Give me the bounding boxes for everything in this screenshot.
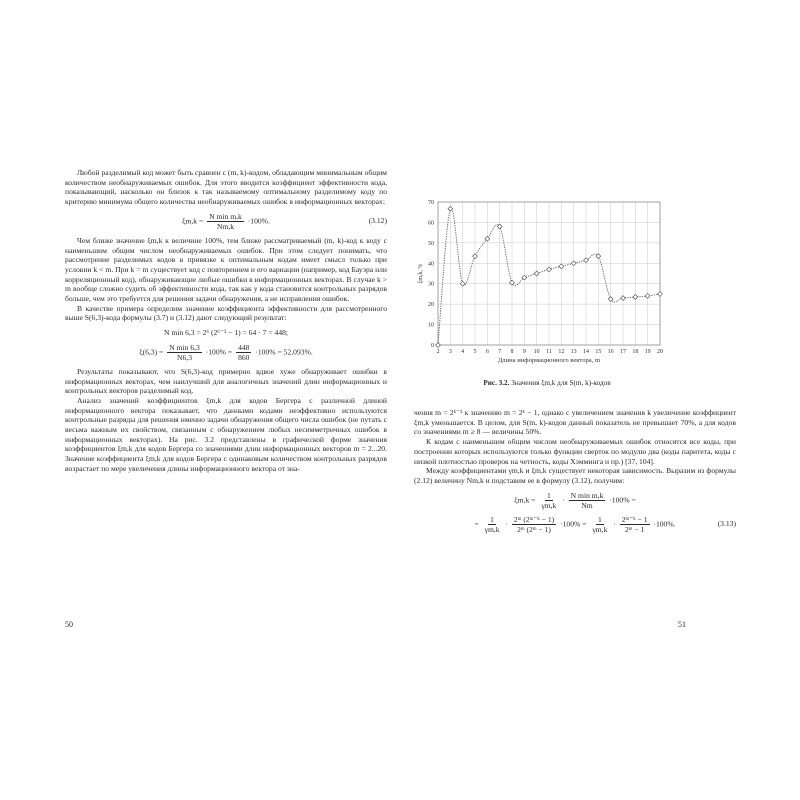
fraction-denominator: 2ᵐ − 1 bbox=[624, 524, 645, 534]
formula-tail: ·100% = bbox=[609, 494, 636, 504]
data-point-marker bbox=[645, 294, 650, 299]
formula-tail: ·100%. bbox=[653, 518, 676, 528]
fraction bbox=[512, 515, 556, 534]
data-point-marker bbox=[473, 254, 478, 259]
x-tick-label: 2 bbox=[436, 349, 440, 355]
formula-xi-6-3 bbox=[65, 343, 387, 362]
fraction-denominator: Nm,k bbox=[216, 221, 235, 231]
figure-3-2-chart bbox=[414, 192, 680, 382]
data-point-marker bbox=[436, 343, 441, 348]
fraction-numerator: 2ᵐ⁻ᵏ − 1 bbox=[621, 514, 648, 524]
fraction bbox=[620, 515, 650, 534]
x-tick-label: 13 bbox=[570, 349, 577, 355]
fraction bbox=[590, 515, 609, 534]
data-point-marker bbox=[621, 296, 626, 301]
data-point-marker bbox=[633, 295, 638, 300]
y-tick-label: 60 bbox=[428, 220, 434, 227]
data-point-marker bbox=[658, 292, 663, 297]
data-point-marker bbox=[448, 206, 453, 211]
x-tick-label: 3 bbox=[448, 349, 452, 355]
y-tick-label: 40 bbox=[428, 261, 434, 268]
x-tick-label: 15 bbox=[595, 349, 602, 355]
formula-nmin-6-3 bbox=[65, 328, 387, 338]
fraction-denominator: N6,3 bbox=[177, 352, 192, 362]
x-tick-label: 8 bbox=[510, 349, 514, 355]
fraction bbox=[167, 343, 202, 362]
caption-text: Значения ξm,k для S(m, k)-кодов bbox=[511, 379, 611, 387]
y-tick-label: 70 bbox=[428, 200, 434, 206]
fraction bbox=[236, 343, 251, 362]
formula-xi-derivation: ξm,k = $\frac{1}{\gamma m,k}$ · $\frac{\text{N min m,k}}{Nm}$ ·100% = bbox=[514, 490, 636, 510]
formula-lhs: ξm,k = bbox=[514, 494, 536, 504]
x-tick-label: 9 bbox=[522, 349, 526, 355]
paragraph: Любой разделимый код может быть сравнен с (m, k)-кодом, обладающим минимальным общим количеством необнаруживаемых ошибок. Для этого вводится коэффициент эффективности кода, показывающий, насколько он близок к так называемому оптимальному разделимому коду по критерию минимума общего количества необнаруживаемых ошибок в информационных векторах: bbox=[65, 168, 387, 207]
paragraph: К кодам с наименьшим общим числом необнаруживаемых ошибок относятся все коды, при построении которых используются только функции сверток по модулю два (коды паритета, коды с низкой плотностью проверок на четность, коды Хэмминга и пр.) [37, 104]. bbox=[414, 437, 736, 466]
right-page bbox=[414, 408, 736, 539]
fraction-denominator: γm,k bbox=[484, 524, 500, 534]
fraction-denominator: 2ᵐ (2ᵐ − 1) bbox=[517, 524, 551, 534]
fraction-denominator: 860 bbox=[238, 352, 250, 362]
y-axis-label: ξm,k, % bbox=[418, 263, 424, 284]
fraction bbox=[483, 515, 502, 534]
x-tick-label: 12 bbox=[558, 349, 565, 355]
data-point-marker bbox=[510, 280, 515, 285]
x-tick-label: 20 bbox=[657, 349, 663, 355]
fraction-denominator: Nm bbox=[581, 500, 593, 510]
formula-3-13: = $\frac{1}{\gamma m,k}$ · $\frac{\text{2ᵐ (2ᵐ⁻ᵏ − 1)}}{\text{2ᵐ (2ᵐ − 1)}}$ ·100% = $\frac{1}{\gamma m,k}$ · $\frac{\text{2ᵐ⁻ᵏ − 1}}{\text{2ᵐ − 1}}$ ·100%. (3.13) bbox=[474, 514, 736, 534]
x-tick-label: 17 bbox=[620, 349, 626, 355]
fraction-numerator: 2ᵐ (2ᵐ⁻ᵏ − 1) bbox=[513, 514, 555, 524]
paragraph: В качестве примера определим значение коэффициента эффективности для рассмотренного выше S(6,3)-кода формулы (3.7) и (3.12) дают следующий результат: bbox=[65, 303, 387, 323]
x-tick-label: 10 bbox=[533, 349, 540, 355]
x-tick-label: 5 bbox=[473, 349, 477, 355]
formula-3-12 bbox=[65, 212, 387, 231]
fraction-denominator: γm,k bbox=[592, 524, 608, 534]
fraction-numerator: 1 bbox=[546, 490, 551, 500]
equation-number: (3.12) bbox=[368, 216, 387, 226]
x-axis-label: Длина информационного вектора, m bbox=[497, 357, 601, 364]
fraction-numerator: N min 6,3 bbox=[169, 342, 200, 352]
x-tick-label: 11 bbox=[546, 349, 552, 355]
x-tick-label: 18 bbox=[632, 349, 639, 355]
fraction-denominator: γm,k bbox=[541, 500, 557, 510]
data-point-marker bbox=[571, 261, 576, 266]
y-tick-label: 20 bbox=[428, 302, 434, 309]
page-number-right: 51 bbox=[678, 620, 686, 629]
formula-lhs: ξ(6,3) = bbox=[139, 347, 164, 357]
formula-lead: = bbox=[474, 518, 479, 528]
left-page bbox=[65, 168, 387, 474]
formula-tail: ·100% = 52,093%. bbox=[255, 347, 313, 357]
fraction-numerator: N min m,k bbox=[570, 490, 604, 500]
y-tick-label: 0 bbox=[431, 343, 434, 349]
fraction-numerator: 1 bbox=[598, 514, 602, 524]
y-tick-label: 50 bbox=[428, 240, 434, 247]
paragraph: чения m = 2ᵏ⁻¹ к значению m = 2ᵏ − 1, однако с увеличением значения k увеличение коэффициент ξm,k уменьшается. В целом, для S(m, k)-кодов данный показатель не превышает 70%, а для кодов со значениями m ≥ 8 — величины 50%. bbox=[414, 408, 736, 437]
data-point-marker bbox=[460, 281, 465, 286]
paragraph: Между коэффициентами γm,k и ξm,k существует некоторая зависимость. Выразим из формулы (2.12) величину Nm,k и подставим ее в формулу (3.12), получим: bbox=[414, 466, 736, 485]
y-tick-label: 10 bbox=[428, 322, 434, 329]
data-point-marker bbox=[547, 267, 552, 272]
figure-caption bbox=[414, 379, 680, 387]
x-tick-label: 7 bbox=[498, 349, 502, 355]
formula-tail: ·100%. bbox=[247, 216, 270, 226]
y-tick-label: 30 bbox=[428, 281, 434, 288]
formula-mid: ·100% = bbox=[560, 518, 587, 528]
formula-lhs: ξm,k = bbox=[182, 216, 204, 226]
x-tick-label: 6 bbox=[485, 349, 489, 355]
data-point-marker bbox=[559, 264, 564, 269]
fraction bbox=[539, 491, 558, 510]
page-number-left: 50 bbox=[65, 620, 73, 629]
caption-prefix: Рис. 3.2. bbox=[483, 379, 510, 387]
equation-number: (3.13) bbox=[717, 519, 736, 529]
data-point-marker bbox=[608, 297, 613, 302]
x-tick-label: 16 bbox=[607, 349, 614, 355]
fraction bbox=[569, 491, 606, 510]
fraction bbox=[207, 212, 244, 231]
fraction-numerator: 448 bbox=[238, 342, 250, 352]
fraction-numerator: 1 bbox=[490, 514, 494, 524]
data-point-marker bbox=[534, 271, 539, 276]
fraction-numerator: N min m,k bbox=[209, 211, 242, 221]
data-point-marker bbox=[584, 258, 589, 263]
paragraph: Анализ значений коэффициентов ξm,k для кодов Бергера с различной длиной информационного вектора показывает, что данными кодами неэффективно используются контрольные разряды для решения именно задачи обнаружения общего числа ошибок (не путать с весьма важным их свойством, связанным с обнаружением любых несимметричных ошибок в информационных векторах). На рис. 3.2 представлены в графической форме значения коэффициентов ξm,k для кодов Бергера со значениями длин информационных векторов m = 2...20. Значение коэффициента ξm,k для кодов Бергера с одинаковым количеством контрольных разрядов возрастает по мере увеличения длины информационного вектора от зна- bbox=[65, 395, 387, 473]
x-tick-label: 4 bbox=[461, 349, 465, 355]
formula-text: N min 6,3 = 2⁶ (2⁶⁻³ − 1) = 64 · 7 = 448; bbox=[163, 328, 289, 338]
formula-mid: ·100% = bbox=[205, 347, 233, 357]
x-tick-label: 14 bbox=[583, 349, 589, 355]
paragraph: Результаты показывают, что S(6,3)-код примерно вдвое хуже обнаруживает ошибки в информационных векторах, чем наилучший для аналогичных значений длин информационных и контрольных векторов разделимый код. bbox=[65, 366, 387, 396]
x-tick-label: 19 bbox=[644, 349, 651, 355]
paragraph: Чем ближе значение ξm,k к величине 100%, тем ближе рассматриваемый (m, k)-код к коду с наименьшим общим числом необнаруживаемых ошибок. При этом следует понимать, что рассмотрение разделимых кодов в привязке к оптимальным кодам имеет смысл только при условии k < m. При k = m существует код с повторением и его вариации (например, код Бауэра или корреляционный код), обнаруживающие любые ошибки в информационных векторах. В случае k > m вообще сложно судить об эффективности кода, так как у кода становится контрольных разрядов больше, чем это требуется для решения задачи обнаружения, а не исправления ошибок. bbox=[65, 235, 387, 304]
